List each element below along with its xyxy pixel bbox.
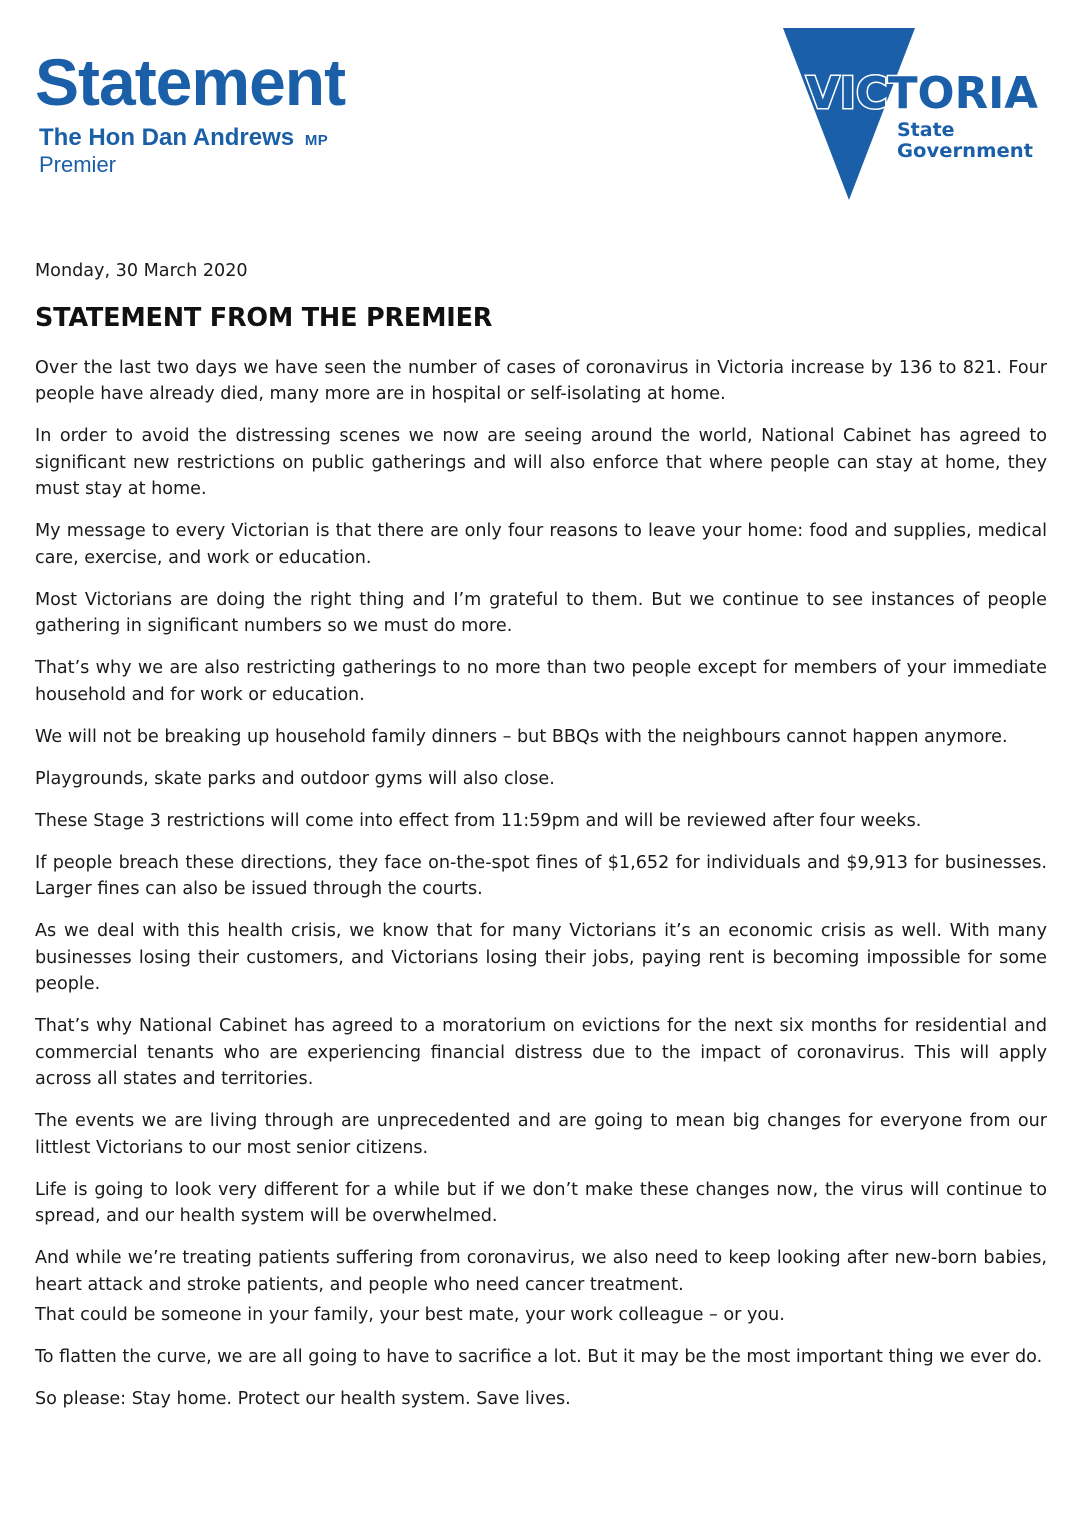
paragraph: That could be someone in your family, your best mate, your work colleague – or you.: [35, 1305, 785, 1325]
paragraph: As we deal with this health crisis, we know that for many Victorians it’s an economic crisis as well. With many businesses losing their customers, and Victorians losing their jobs, paying rent is becoming impossible for some people.: [35, 921, 1047, 994]
paragraph: Playgrounds, skate parks and outdoor gyms will also close.: [35, 768, 555, 789]
paragraph: If people breach these directions, they face on-the-spot fines of $1,652 for individuals and $9,913 for businesses. Larger fines can also be issued through the courts.: [35, 852, 1047, 899]
letterhead: [0, 0, 1080, 220]
paragraph: So please: Stay home. Protect our health system. Save lives.: [35, 1389, 571, 1409]
minister-name: The Hon Dan Andrews: [39, 124, 295, 151]
victoria-state-government-logo: [780, 26, 1050, 206]
paragraph: That’s why we are also restricting gatherings to no more than two people except for members of your immediate household and for work or education.: [35, 658, 1047, 705]
paragraph: My message to every Victorian is that there are only four reasons to leave your home: food and supplies, medical care, exercise, and work or education.: [35, 521, 1047, 568]
paragraph: To flatten the curve, we are all going to have to sacrifice a lot. But it may be the most important thing we ever do.: [35, 1347, 1043, 1367]
paragraph: And while we’re treating patients suffering from coronavirus, we also need to keep looking after new-born babies, heart attack and stroke patients, and people who need cancer treatment.: [35, 1248, 1047, 1295]
paragraph: We will not be breaking up household family dinners – but BBQs with the neighbours cannot happen anymore.: [35, 726, 1008, 747]
statement-body: [35, 258, 1047, 1428]
statement-date: Monday, 30 March 2020: [35, 261, 248, 281]
paragraph: Life is going to look very different for a while but if we don’t make these changes now, the virus will continue to spread, and our health system will be overwhelmed.: [35, 1179, 1047, 1226]
paragraph: In order to avoid the distressing scenes we now are seeing around the world, National Cabinet has agreed to significant new restrictions on public gatherings and will also enforce that where people can stay at home, they must stay at home.: [35, 426, 1047, 499]
paragraph: Most Victorians are doing the right thing and I’m grateful to them. But we continue to see instances of people gathering in significant numbers so we must do more.: [35, 589, 1047, 636]
paragraph: That’s why National Cabinet has agreed to a moratorium on evictions for the next six months for residential and commercial tenants who are experiencing financial distress due to the impact of coronavirus. This will apply across all states and territories.: [35, 1016, 1047, 1089]
logo-wordmark: VICTORIA: [806, 68, 1038, 119]
statement-heading: Statement: [35, 45, 346, 119]
minister-role: Premier: [39, 152, 117, 177]
logo-line-state: State: [897, 119, 955, 141]
minister-suffix: MP: [304, 132, 329, 149]
statement-title: STATEMENT FROM THE PREMIER: [35, 302, 493, 333]
logo-line-government: Government: [897, 140, 1033, 162]
paragraph: These Stage 3 restrictions will come into effect from 11:59pm and will be reviewed after four weeks.: [35, 810, 922, 831]
paragraph: The events we are living through are unprecedented and are going to mean big changes for everyone from our littlest Victorians to our most senior citizens.: [35, 1111, 1047, 1158]
paragraph: Over the last two days we have seen the number of cases of coronavirus in Victoria increase by 136 to 821. Four people have already died, many more are in hospital or self-isolating at home.: [35, 357, 1047, 404]
minister-name-line: [39, 124, 328, 155]
